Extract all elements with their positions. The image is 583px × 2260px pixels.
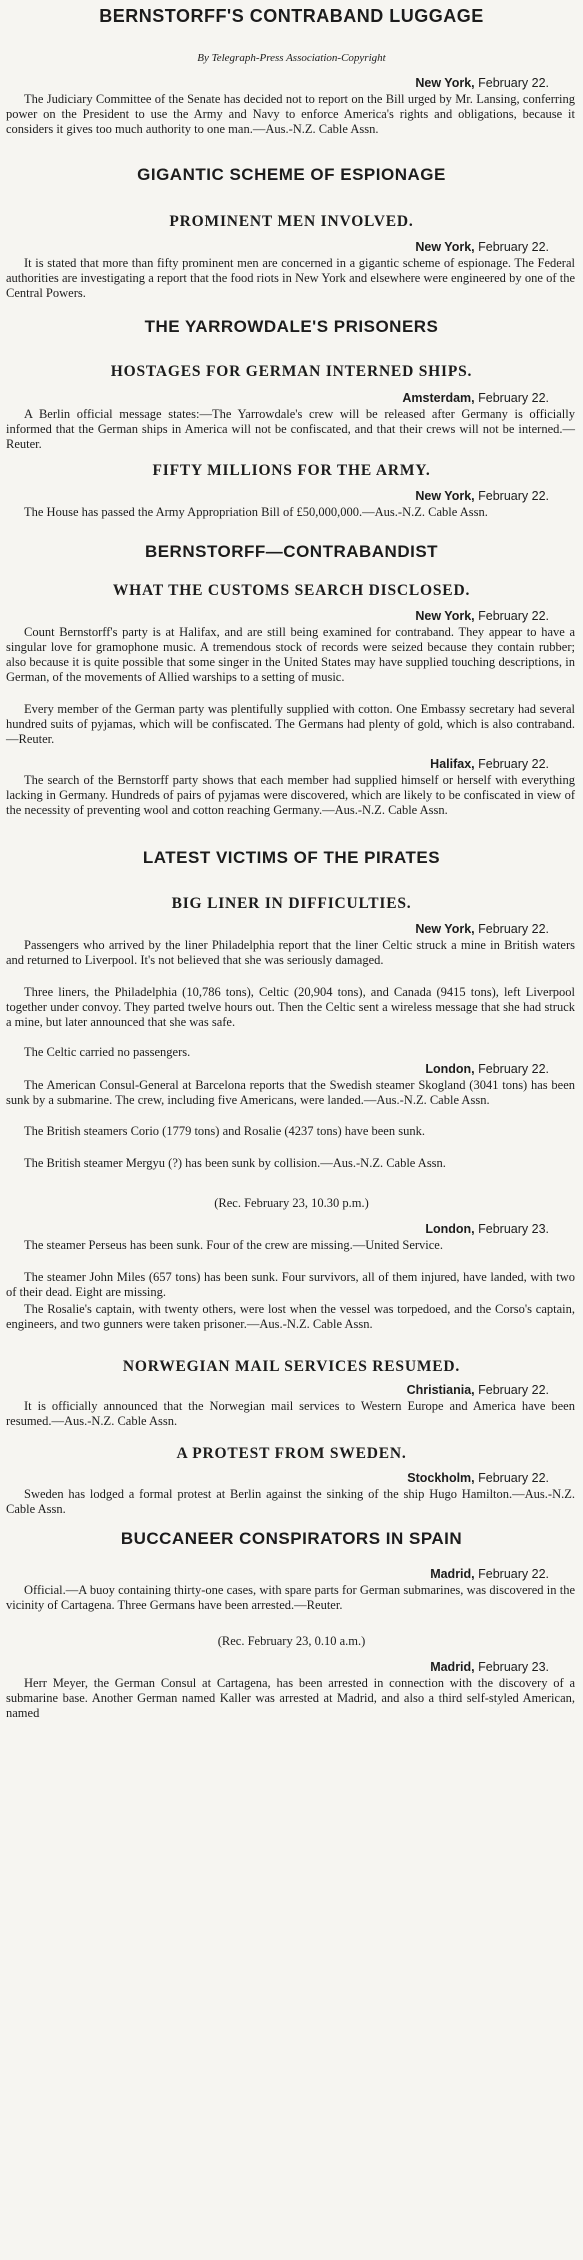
dateline: Christiania, February 22. — [406, 1383, 549, 1397]
headline: THE YARROWDALE'S PRISONERS — [144, 317, 439, 336]
subheadline: HOSTAGES FOR GERMAN INTERNED SHIPS. — [110, 363, 473, 380]
dateline: Madrid, February 22. — [430, 1567, 549, 1581]
paragraph: The British steamer Mergyu (?) has been sunk by collision.—Aus.-N.Z. Cable Assn. — [24, 1156, 446, 1170]
paragraph: The Celtic carried no passengers. — [24, 1045, 191, 1059]
paragraph: The British steamers Corio (1779 tons) and Rosalie (4237 tons) have been sunk. — [24, 1124, 425, 1138]
headline: BERNSTORFF—CONTRABANDIST — [144, 542, 439, 561]
subheadline: A PROTEST FROM SWEDEN. — [176, 1445, 407, 1462]
subheadline: NORWEGIAN MAIL SERVICES RESUMED. — [122, 1358, 461, 1375]
headline: GIGANTIC SCHEME OF ESPIONAGE — [137, 165, 446, 184]
received-note: (Rec. February 23, 0.10 a.m.) — [217, 1634, 366, 1648]
headline: BUCCANEER CONSPIRATORS IN SPAIN — [120, 1529, 463, 1548]
headline: BERNSTORFF'S CONTRABAND LUGGAGE — [99, 6, 484, 26]
dateline: New York, February 22. — [415, 922, 549, 936]
credit-line: By Telegraph-Press Association-Copyright — [197, 52, 386, 64]
dateline: New York, February 22. — [415, 489, 549, 503]
paragraph: Official.—A buoy containing thirty-one cases, with spare parts for German submarines, was discovered in the vicinity of Cartagena. Three Germans have been arrested.—Reuter. — [6, 1583, 575, 1612]
paragraph: The steamer John Miles (657 tons) has been sunk. Four survivors, all of them injured, have landed, with two of their dead. Eight are missing. — [6, 1270, 575, 1299]
dateline: London, February 23. — [425, 1222, 549, 1236]
paragraph: The search of the Bernstorff party shows that each member had supplied himself or herself with everything lacking in Germany. Hundreds of pairs of pyjamas were discovered, which are likely to be confiscated in view of the necessity of preventing wool and cotton reaching Germany.—Aus.-N.Z. Cable Assn. — [6, 773, 575, 817]
paragraph: A Berlin official message states:—The Yarrowdale's crew will be released after Germany is officially informed that the German ships in America will not be confiscated, and that their crews will not be interned.—Reuter. — [6, 407, 575, 451]
paragraph: Every member of the German party was plentifully supplied with cotton. One Embassy secretary had several hundred suits of pyjamas, which will be confiscated. The Germans had plenty of gold, which is also contraband.—Reuter. — [6, 702, 575, 746]
dateline: Amsterdam, February 22. — [402, 391, 549, 405]
paragraph: Three liners, the Philadelphia (10,786 tons), Celtic (20,904 tons), and Canada (9415 tons), left Liverpool together under convoy. They parted twelve hours out. Then the Celtic sent a wireless message that she had struck a mine, but later announced that she was safe. — [6, 985, 575, 1029]
paragraph: The American Consul-General at Barcelona reports that the Swedish steamer Skogland (3041 tons) has been sunk by a submarine. The crew, including five Americans, were landed.—Aus.-N.Z. Cable Assn. — [6, 1078, 575, 1107]
paragraph: The Judiciary Committee of the Senate has decided not to report on the Bill urged by Mr. Lansing, conferring power on the President to use the Army and Navy to enforce America's rights and obligations, because it considers it gives too much authority to one man.—Aus.-N.Z. Cable Assn. — [6, 92, 575, 136]
article-bernstorff-luggage — [0, 6, 583, 27]
dateline: London, February 22. — [425, 1062, 549, 1076]
paragraph: Count Bernstorff's party is at Halifax, and are still being examined for contraband. They appear to have a singular love for gramophone music. A tremendous stock of records were seized because they contain rubber; also because it is quite possible that some singer in the United States may have supplied touching descriptions, in German, of the movements of Allied warships to a setting of music. — [6, 625, 575, 684]
dateline: New York, February 22. — [415, 76, 549, 90]
paragraph: The House has passed the Army Appropriation Bill of £50,000,000.—Aus.-N.Z. Cable Assn. — [24, 505, 488, 519]
paragraph: The Rosalie's captain, with twenty others, were lost when the vessel was torpedoed, and the Corso's captain, engineers, and two gunners were taken prisoner.—Aus.-N.Z. Cable Assn. — [6, 1302, 575, 1331]
subheadline: WHAT THE CUSTOMS SEARCH DISCLOSED. — [112, 582, 471, 599]
dateline: Madrid, February 23. — [430, 1660, 549, 1674]
paragraph: Sweden has lodged a formal protest at Berlin against the sinking of the ship Hugo Hamilton.—Aus.-N.Z. Cable Assn. — [6, 1487, 575, 1516]
subheadline: PROMINENT MEN INVOLVED. — [169, 213, 414, 230]
paragraph: Passengers who arrived by the liner Philadelphia report that the liner Celtic struck a mine in British waters and returned to Liverpool. It's not believed that she was seriously damaged. — [6, 938, 575, 967]
dateline: Stockholm, February 22. — [407, 1471, 549, 1485]
paragraph: It is officially announced that the Norwegian mail services to Western Europe and America have been resumed.—Aus.-N.Z. Cable Assn. — [6, 1399, 575, 1428]
subheadline: FIFTY MILLIONS FOR THE ARMY. — [152, 462, 431, 479]
paragraph: The steamer Perseus has been sunk. Four of the crew are missing.—United Service. — [24, 1238, 443, 1252]
dateline: New York, February 22. — [415, 240, 549, 254]
headline: LATEST VICTIMS OF THE PIRATES — [142, 848, 441, 867]
dateline: New York, February 22. — [415, 609, 549, 623]
dateline: Halifax, February 22. — [430, 757, 549, 771]
paragraph: Herr Meyer, the German Consul at Cartagena, has been arrested in connection with the discovery of a submarine base. Another German named Kaller was arrested at Madrid, and also a third self-styled American, named — [6, 1676, 575, 1720]
subheadline: BIG LINER IN DIFFICULTIES. — [171, 895, 412, 912]
received-note: (Rec. February 23, 10.30 p.m.) — [214, 1196, 369, 1210]
paragraph: It is stated that more than fifty prominent men are concerned in a gigantic scheme of espionage. The Federal authorities are investigating a report that the food riots in New York and elsewhere were engineered by one of the Central Powers. — [6, 256, 575, 300]
